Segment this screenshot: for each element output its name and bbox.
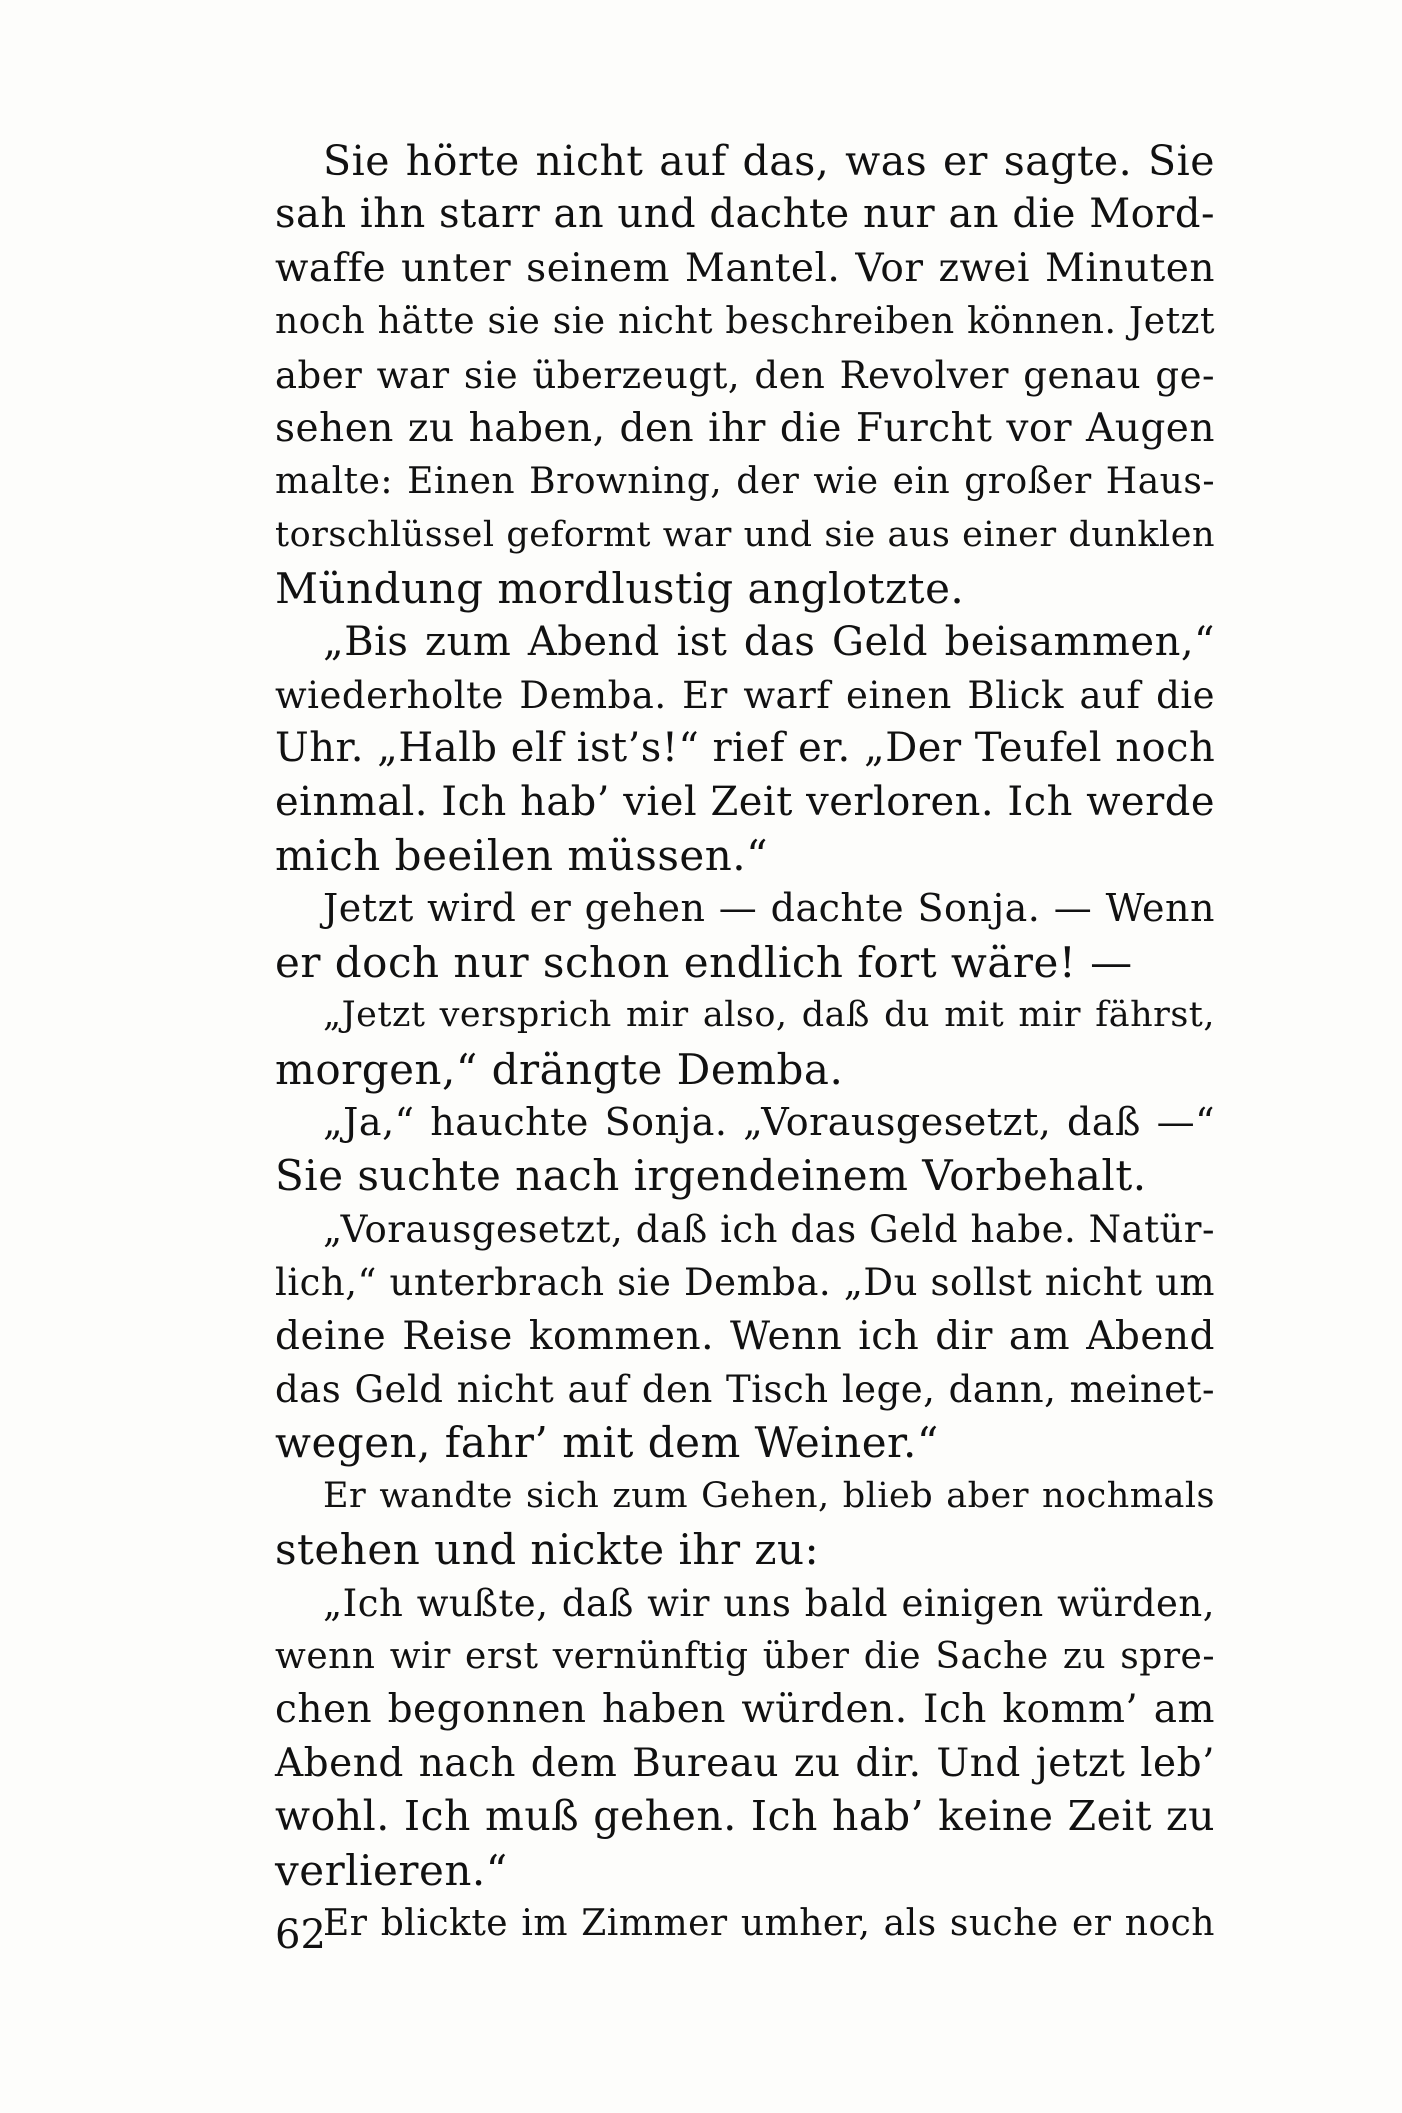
text-line [275, 1630, 1215, 1683]
text-line-content: torschlüssel geformt war und sie aus einer dunklen [275, 514, 1215, 555]
text-line [275, 295, 1215, 348]
text-line [275, 1844, 1215, 1897]
text-line [275, 1577, 1215, 1630]
text-line-content: morgen,“ drängte Demba. [275, 1044, 844, 1094]
text-line-content: Sie suchte nach irgendeinem Vorbehalt. [275, 1151, 1147, 1201]
text-line-content: chen begonnen haben würden. Ich komm’ am [275, 1687, 1215, 1733]
body-text [275, 135, 1215, 1950]
text-line-content: „Ich wußte, daß wir uns bald einigen würden, [323, 1581, 1215, 1625]
text-line-content: Mündung mordlustig anglotzte. [275, 564, 965, 614]
text-line-content: sah ihn starr an und dachte nur an die Mord- [275, 191, 1215, 238]
text-line-content: Uhr. „Halb elf ist’s!“ rief er. „Der Teufel noch [275, 725, 1216, 772]
text-line [275, 989, 1215, 1042]
text-line [275, 1043, 1215, 1096]
text-line [275, 562, 1215, 615]
text-line-content: er doch nur schon endlich fort wäre! — [275, 937, 1133, 987]
text-line-content: verlieren.“ [275, 1845, 508, 1895]
text-line [275, 1683, 1215, 1736]
text-line [275, 1897, 1215, 1950]
text-line [275, 1310, 1215, 1363]
text-line [275, 188, 1215, 241]
text-line-content: aber war sie überzeugt, den Revolver genau ge- [275, 353, 1215, 397]
text-line-content: Er wandte sich zum Gehen, blieb aber nochmals [323, 1475, 1215, 1516]
text-line-content: wenn wir erst vernünftig über die Sache zu spre- [275, 1635, 1215, 1677]
text-line-content: Jetzt wird er gehen — dachte Sonja. — Wenn [323, 886, 1215, 931]
text-line-content: „Vorausgesetzt, daß ich das Geld habe. Natür- [323, 1207, 1215, 1251]
text-line [275, 616, 1215, 669]
text-line [275, 1523, 1215, 1576]
text-line-content: waffe unter seinem Mantel. Vor zwei Minuten [275, 245, 1215, 291]
text-line-content: „Ja,“ hauchte Sonja. „Vorausgesetzt, daß —“ [323, 1100, 1215, 1145]
text-line-content: sehen zu haben, den ihr die Furcht vor Augen [275, 405, 1215, 451]
text-line-content: malte: Einen Browning, der wie ein großer Haus- [275, 461, 1215, 503]
text-line [275, 1149, 1215, 1202]
text-line [275, 1203, 1215, 1256]
text-line-content: wohl. Ich muß gehen. Ich hab’ keine Zeit zu [275, 1792, 1215, 1841]
text-line [275, 455, 1215, 508]
text-line [275, 936, 1215, 989]
text-line [275, 669, 1215, 722]
text-line-content: „Bis zum Abend ist das Geld beisammen,“ [323, 618, 1215, 665]
text-line [275, 829, 1215, 882]
text-line-content: mich beeilen müssen.“ [275, 831, 769, 881]
page-number: 62 [275, 1912, 326, 1958]
text-line [275, 1416, 1215, 1469]
text-line [275, 349, 1215, 402]
text-line [275, 135, 1215, 188]
text-line-content: das Geld nicht auf den Tisch lege, dann, meinet- [275, 1367, 1215, 1411]
text-line [275, 722, 1215, 775]
text-line-content: Sie hörte nicht auf das, was er sagte. Sie [323, 137, 1215, 185]
text-line [275, 882, 1215, 935]
text-line-content: stehen und nickte ihr zu: [275, 1525, 820, 1575]
text-line [275, 242, 1215, 295]
text-line [275, 402, 1215, 455]
text-line-content: einmal. Ich hab’ viel Zeit verloren. Ich werde [275, 778, 1215, 825]
text-line [275, 509, 1215, 562]
text-line [275, 1256, 1215, 1309]
text-line-content: lich,“ unterbrach sie Demba. „Du sollst nicht um [275, 1261, 1215, 1305]
text-line-content: „Jetzt versprich mir also, daß du mit mir fährst, [323, 995, 1215, 1036]
text-line [275, 1790, 1215, 1843]
text-line [275, 776, 1215, 829]
text-line-content: wiederholte Demba. Er warf einen Blick auf die [275, 673, 1215, 717]
text-line [275, 1737, 1215, 1790]
text-line-content: wegen, fahr’ mit dem Weiner.“ [275, 1418, 939, 1468]
text-line-content: Abend nach dem Bureau zu dir. Und jetzt leb’ [275, 1740, 1215, 1786]
text-line-content: Er blickte im Zimmer umher, als suche er noch [323, 1902, 1215, 1944]
text-line [275, 1096, 1215, 1149]
text-line [275, 1363, 1215, 1416]
text-line-content: deine Reise kommen. Wenn ich dir am Abend [275, 1313, 1215, 1359]
text-line [275, 1470, 1215, 1523]
text-line-content: noch hätte sie sie nicht beschreiben können. Jetzt [275, 301, 1215, 343]
